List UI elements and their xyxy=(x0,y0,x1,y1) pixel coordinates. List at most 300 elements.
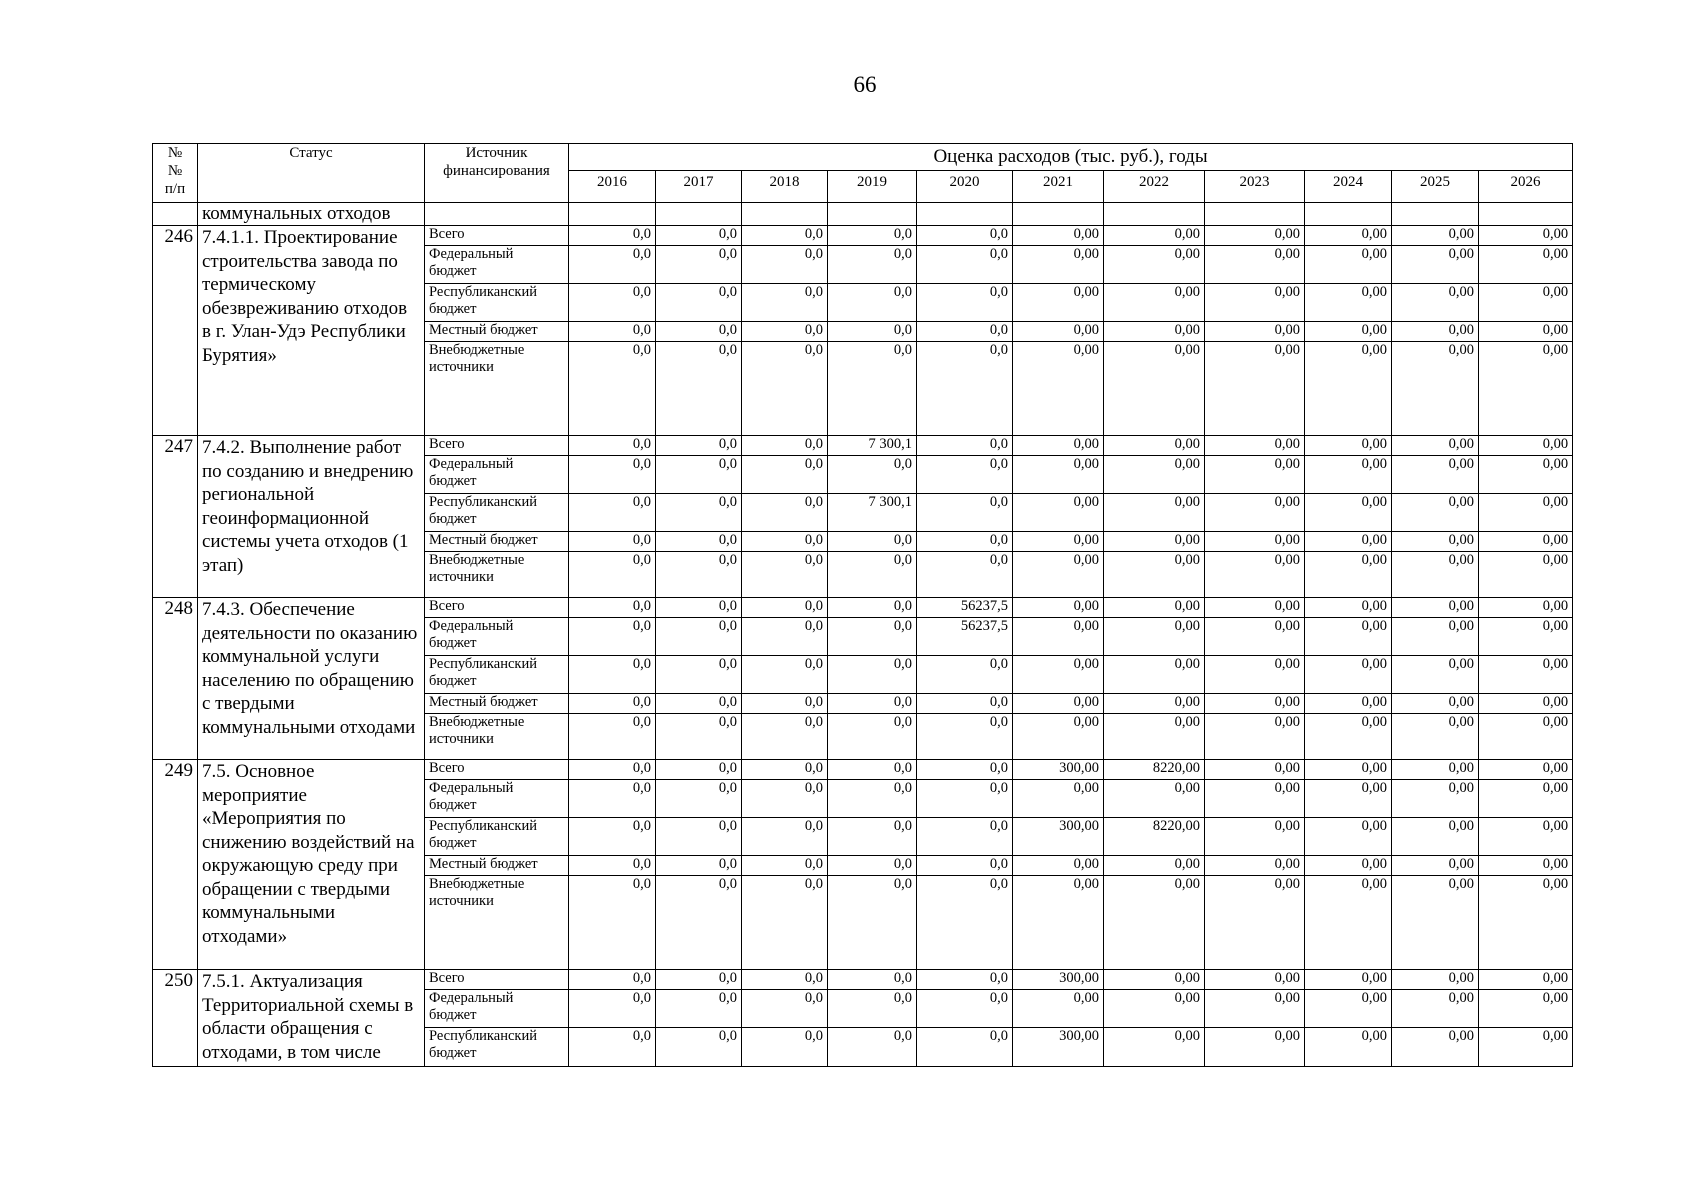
value-cell-2026: 0,00 xyxy=(1479,552,1573,598)
value-cell-2021: 0,00 xyxy=(1013,494,1104,532)
value-cell-2016: 0,0 xyxy=(569,694,656,714)
value-cell-2020: 0,0 xyxy=(917,342,1013,436)
continuation-num xyxy=(153,203,198,226)
value-cell-2023: 0,00 xyxy=(1205,598,1305,618)
value-cell-2023: 0,00 xyxy=(1205,856,1305,876)
value-cell-2018: 0,0 xyxy=(742,760,828,780)
value-cell-2023: 0,00 xyxy=(1205,226,1305,246)
value-cell-2021: 0,00 xyxy=(1013,552,1104,598)
value-cell-2022: 0,00 xyxy=(1104,970,1205,990)
value-cell-2026: 0,00 xyxy=(1479,246,1573,284)
value-cell-2021: 0,00 xyxy=(1013,780,1104,818)
row-number: 246 xyxy=(153,226,198,436)
funding-source: Всего xyxy=(425,760,569,780)
value-cell-2016: 0,0 xyxy=(569,876,656,970)
funding-source: Внебюджетные источники xyxy=(425,552,569,598)
value-cell-2017: 0,0 xyxy=(656,532,742,552)
value-cell-2018: 0,0 xyxy=(742,456,828,494)
funding-source: Федеральный бюджет xyxy=(425,618,569,656)
value-cell-2018: 0,0 xyxy=(742,990,828,1028)
value-cell-2016: 0,0 xyxy=(569,494,656,532)
value-cell-2024: 0,00 xyxy=(1305,876,1392,970)
value-cell-2019: 0,0 xyxy=(828,284,917,322)
value-cell-2020: 0,0 xyxy=(917,714,1013,760)
value-cell-2016: 0,0 xyxy=(569,1028,656,1067)
value-cell-2020: 0,0 xyxy=(917,760,1013,780)
value-cell-2026: 0,00 xyxy=(1479,532,1573,552)
value-cell-2021: 300,00 xyxy=(1013,760,1104,780)
value-cell-2022: 8220,00 xyxy=(1104,818,1205,856)
value-cell-2021: 0,00 xyxy=(1013,284,1104,322)
value-cell-2016: 0,0 xyxy=(569,532,656,552)
value-cell-2022: 0,00 xyxy=(1104,876,1205,970)
value-cell-2019: 0,0 xyxy=(828,342,917,436)
value-cell-2018: 0,0 xyxy=(742,322,828,342)
funding-source: Всего xyxy=(425,598,569,618)
value-cell-2024: 0,00 xyxy=(1305,532,1392,552)
funding-source: Местный бюджет xyxy=(425,322,569,342)
value-cell-2025: 0,00 xyxy=(1392,760,1479,780)
value-cell-2018: 0,0 xyxy=(742,714,828,760)
value-cell-2023: 0,00 xyxy=(1205,818,1305,856)
col-header-status xyxy=(198,144,425,203)
value-cell-2025: 0,00 xyxy=(1392,552,1479,598)
funding-source: Местный бюджет xyxy=(425,856,569,876)
num-label: № № п/п xyxy=(164,145,186,197)
row-number: 248 xyxy=(153,598,198,760)
value-cell-2024: 0,00 xyxy=(1305,494,1392,532)
value-cell-2025: 0,00 xyxy=(1392,532,1479,552)
value-cell-2025: 0,00 xyxy=(1392,990,1479,1028)
value-cell-2022: 0,00 xyxy=(1104,532,1205,552)
value-cell-2016: 0,0 xyxy=(569,436,656,456)
value-cell-2018: 0,0 xyxy=(742,694,828,714)
empty-cell xyxy=(1013,203,1104,226)
value-cell-2021: 0,00 xyxy=(1013,342,1104,436)
value-cell-2019: 0,0 xyxy=(828,856,917,876)
value-cell-2023: 0,00 xyxy=(1205,694,1305,714)
value-cell-2020: 0,0 xyxy=(917,856,1013,876)
value-cell-2018: 0,0 xyxy=(742,856,828,876)
value-cell-2021: 0,00 xyxy=(1013,856,1104,876)
value-cell-2016: 0,0 xyxy=(569,552,656,598)
empty-cell xyxy=(1392,203,1479,226)
funding-source: Федеральный бюджет xyxy=(425,990,569,1028)
value-cell-2026: 0,00 xyxy=(1479,656,1573,694)
row-number: 250 xyxy=(153,970,198,1067)
value-cell-2021: 0,00 xyxy=(1013,694,1104,714)
value-cell-2025: 0,00 xyxy=(1392,322,1479,342)
continuation-status: коммунальных отходов xyxy=(198,203,425,226)
funding-source: Федеральный бюджет xyxy=(425,246,569,284)
value-cell-2025: 0,00 xyxy=(1392,342,1479,436)
value-cell-2020: 0,0 xyxy=(917,876,1013,970)
value-cell-2025: 0,00 xyxy=(1392,856,1479,876)
empty-cell xyxy=(1479,203,1573,226)
value-cell-2018: 0,0 xyxy=(742,246,828,284)
value-cell-2021: 0,00 xyxy=(1013,714,1104,760)
value-cell-2016: 0,0 xyxy=(569,970,656,990)
value-cell-2017: 0,0 xyxy=(656,322,742,342)
value-cell-2024: 0,00 xyxy=(1305,456,1392,494)
value-cell-2023: 0,00 xyxy=(1205,876,1305,970)
value-cell-2019: 0,0 xyxy=(828,552,917,598)
value-cell-2024: 0,00 xyxy=(1305,656,1392,694)
value-cell-2019: 0,0 xyxy=(828,226,917,246)
value-cell-2019: 0,0 xyxy=(828,970,917,990)
funding-source: Республиканский бюджет xyxy=(425,656,569,694)
value-cell-2023: 0,00 xyxy=(1205,780,1305,818)
value-cell-2017: 0,0 xyxy=(656,618,742,656)
value-cell-2020: 0,0 xyxy=(917,436,1013,456)
value-cell-2016: 0,0 xyxy=(569,284,656,322)
value-cell-2017: 0,0 xyxy=(656,598,742,618)
value-cell-2022: 0,00 xyxy=(1104,456,1205,494)
value-cell-2018: 0,0 xyxy=(742,780,828,818)
value-cell-2018: 0,0 xyxy=(742,284,828,322)
value-cell-2023: 0,00 xyxy=(1205,494,1305,532)
funding-source: Местный бюджет xyxy=(425,694,569,714)
value-cell-2017: 0,0 xyxy=(656,436,742,456)
value-cell-2017: 0,0 xyxy=(656,342,742,436)
value-cell-2024: 0,00 xyxy=(1305,856,1392,876)
value-cell-2016: 0,0 xyxy=(569,618,656,656)
table-row xyxy=(153,598,1573,618)
value-cell-2016: 0,0 xyxy=(569,598,656,618)
value-cell-2024: 0,00 xyxy=(1305,970,1392,990)
value-cell-2022: 0,00 xyxy=(1104,618,1205,656)
value-cell-2021: 300,00 xyxy=(1013,970,1104,990)
funding-source: Внебюджетные источники xyxy=(425,876,569,970)
col-header-num xyxy=(153,144,198,203)
value-cell-2017: 0,0 xyxy=(656,714,742,760)
value-cell-2018: 0,0 xyxy=(742,342,828,436)
value-cell-2024: 0,00 xyxy=(1305,246,1392,284)
value-cell-2022: 0,00 xyxy=(1104,694,1205,714)
funding-source: Республиканский бюджет xyxy=(425,1028,569,1067)
value-cell-2019: 0,0 xyxy=(828,322,917,342)
value-cell-2025: 0,00 xyxy=(1392,494,1479,532)
value-cell-2017: 0,0 xyxy=(656,1028,742,1067)
value-cell-2026: 0,00 xyxy=(1479,970,1573,990)
value-cell-2024: 0,00 xyxy=(1305,694,1392,714)
year-header: 2016 xyxy=(569,171,656,203)
value-cell-2020: 0,0 xyxy=(917,1028,1013,1067)
value-cell-2025: 0,00 xyxy=(1392,436,1479,456)
value-cell-2022: 0,00 xyxy=(1104,990,1205,1028)
source-label: Источник финансирования xyxy=(443,145,550,179)
value-cell-2017: 0,0 xyxy=(656,760,742,780)
col-header-estimate xyxy=(569,144,1573,171)
value-cell-2016: 0,0 xyxy=(569,342,656,436)
value-cell-2018: 0,0 xyxy=(742,1028,828,1067)
value-cell-2019: 0,0 xyxy=(828,532,917,552)
value-cell-2026: 0,00 xyxy=(1479,990,1573,1028)
value-cell-2022: 0,00 xyxy=(1104,494,1205,532)
value-cell-2026: 0,00 xyxy=(1479,780,1573,818)
value-cell-2020: 0,0 xyxy=(917,552,1013,598)
value-cell-2019: 7 300,1 xyxy=(828,494,917,532)
empty-cell xyxy=(1104,203,1205,226)
value-cell-2023: 0,00 xyxy=(1205,970,1305,990)
value-cell-2023: 0,00 xyxy=(1205,990,1305,1028)
value-cell-2018: 0,0 xyxy=(742,618,828,656)
value-cell-2023: 0,00 xyxy=(1205,342,1305,436)
budget-table xyxy=(152,143,1573,1067)
value-cell-2025: 0,00 xyxy=(1392,284,1479,322)
value-cell-2018: 0,0 xyxy=(742,226,828,246)
empty-cell xyxy=(1205,203,1305,226)
empty-cell xyxy=(569,203,656,226)
value-cell-2022: 0,00 xyxy=(1104,246,1205,284)
value-cell-2020: 0,0 xyxy=(917,970,1013,990)
value-cell-2019: 0,0 xyxy=(828,714,917,760)
value-cell-2022: 0,00 xyxy=(1104,436,1205,456)
year-header: 2018 xyxy=(742,171,828,203)
value-cell-2020: 56237,5 xyxy=(917,598,1013,618)
row-status: 7.5.1. Актуализация Территориальной схемы в области обращения с отходами, в том числе xyxy=(198,970,425,1067)
value-cell-2018: 0,0 xyxy=(742,552,828,598)
value-cell-2017: 0,0 xyxy=(656,694,742,714)
value-cell-2022: 0,00 xyxy=(1104,342,1205,436)
value-cell-2024: 0,00 xyxy=(1305,760,1392,780)
table-row xyxy=(153,760,1573,780)
value-cell-2026: 0,00 xyxy=(1479,436,1573,456)
value-cell-2025: 0,00 xyxy=(1392,226,1479,246)
value-cell-2026: 0,00 xyxy=(1479,694,1573,714)
value-cell-2016: 0,0 xyxy=(569,456,656,494)
value-cell-2021: 0,00 xyxy=(1013,246,1104,284)
value-cell-2022: 0,00 xyxy=(1104,656,1205,694)
value-cell-2021: 300,00 xyxy=(1013,1028,1104,1067)
value-cell-2019: 0,0 xyxy=(828,780,917,818)
value-cell-2017: 0,0 xyxy=(656,856,742,876)
value-cell-2024: 0,00 xyxy=(1305,226,1392,246)
empty-cell xyxy=(828,203,917,226)
value-cell-2016: 0,0 xyxy=(569,226,656,246)
value-cell-2022: 0,00 xyxy=(1104,856,1205,876)
value-cell-2024: 0,00 xyxy=(1305,284,1392,322)
value-cell-2021: 0,00 xyxy=(1013,876,1104,970)
row-status: 7.5. Основное мероприятие «Мероприятия по снижению воздействий на окружающую среду при обращении с твердыми коммунальными отходами» xyxy=(198,760,425,970)
funding-source: Республиканский бюджет xyxy=(425,284,569,322)
value-cell-2018: 0,0 xyxy=(742,598,828,618)
value-cell-2020: 0,0 xyxy=(917,226,1013,246)
value-cell-2024: 0,00 xyxy=(1305,436,1392,456)
value-cell-2017: 0,0 xyxy=(656,494,742,532)
value-cell-2024: 0,00 xyxy=(1305,598,1392,618)
value-cell-2019: 0,0 xyxy=(828,818,917,856)
row-status: 7.4.1.1. Проектирование строительства завода по термическому обезвреживанию отходов в г. Улан-Удэ Республики Бурятия» xyxy=(198,226,425,436)
empty-cell xyxy=(917,203,1013,226)
value-cell-2025: 0,00 xyxy=(1392,456,1479,494)
value-cell-2023: 0,00 xyxy=(1205,714,1305,760)
value-cell-2023: 0,00 xyxy=(1205,760,1305,780)
table-body xyxy=(153,203,1573,1067)
row-number: 247 xyxy=(153,436,198,598)
value-cell-2019: 0,0 xyxy=(828,246,917,284)
value-cell-2025: 0,00 xyxy=(1392,598,1479,618)
funding-source: Местный бюджет xyxy=(425,532,569,552)
value-cell-2016: 0,0 xyxy=(569,714,656,760)
value-cell-2017: 0,0 xyxy=(656,876,742,970)
value-cell-2022: 0,00 xyxy=(1104,780,1205,818)
year-header: 2017 xyxy=(656,171,742,203)
value-cell-2021: 0,00 xyxy=(1013,598,1104,618)
value-cell-2021: 0,00 xyxy=(1013,656,1104,694)
value-cell-2020: 0,0 xyxy=(917,990,1013,1028)
funding-source: Всего xyxy=(425,226,569,246)
value-cell-2020: 0,0 xyxy=(917,284,1013,322)
funding-source: Федеральный бюджет xyxy=(425,456,569,494)
value-cell-2019: 0,0 xyxy=(828,456,917,494)
continuation-row xyxy=(153,203,1573,226)
value-cell-2025: 0,00 xyxy=(1392,618,1479,656)
value-cell-2026: 0,00 xyxy=(1479,714,1573,760)
funding-source: Внебюджетные источники xyxy=(425,342,569,436)
value-cell-2017: 0,0 xyxy=(656,990,742,1028)
value-cell-2019: 0,0 xyxy=(828,990,917,1028)
row-status: 7.4.3. Обеспечение деятельности по оказанию коммунальной услуги населению по обращению с твердыми коммунальными отходами xyxy=(198,598,425,760)
value-cell-2021: 300,00 xyxy=(1013,818,1104,856)
value-cell-2021: 0,00 xyxy=(1013,322,1104,342)
value-cell-2023: 0,00 xyxy=(1205,618,1305,656)
year-header: 2026 xyxy=(1479,171,1573,203)
value-cell-2022: 0,00 xyxy=(1104,284,1205,322)
value-cell-2025: 0,00 xyxy=(1392,694,1479,714)
status-label: Статус xyxy=(289,145,333,161)
value-cell-2020: 0,0 xyxy=(917,322,1013,342)
value-cell-2016: 0,0 xyxy=(569,856,656,876)
value-cell-2026: 0,00 xyxy=(1479,876,1573,970)
value-cell-2019: 0,0 xyxy=(828,656,917,694)
value-cell-2016: 0,0 xyxy=(569,246,656,284)
table-row xyxy=(153,970,1573,990)
value-cell-2017: 0,0 xyxy=(656,818,742,856)
value-cell-2018: 0,0 xyxy=(742,656,828,694)
value-cell-2026: 0,00 xyxy=(1479,322,1573,342)
value-cell-2019: 0,0 xyxy=(828,598,917,618)
value-cell-2021: 0,00 xyxy=(1013,532,1104,552)
value-cell-2023: 0,00 xyxy=(1205,1028,1305,1067)
value-cell-2018: 0,0 xyxy=(742,494,828,532)
estimate-label: Оценка расходов (тыс. руб.), годы xyxy=(933,146,1208,167)
value-cell-2024: 0,00 xyxy=(1305,780,1392,818)
value-cell-2017: 0,0 xyxy=(656,456,742,494)
value-cell-2022: 0,00 xyxy=(1104,226,1205,246)
value-cell-2017: 0,0 xyxy=(656,226,742,246)
funding-source: Федеральный бюджет xyxy=(425,780,569,818)
value-cell-2025: 0,00 xyxy=(1392,1028,1479,1067)
value-cell-2025: 0,00 xyxy=(1392,780,1479,818)
value-cell-2020: 0,0 xyxy=(917,780,1013,818)
funding-source: Всего xyxy=(425,436,569,456)
value-cell-2026: 0,00 xyxy=(1479,284,1573,322)
funding-source: Республиканский бюджет xyxy=(425,818,569,856)
value-cell-2022: 0,00 xyxy=(1104,714,1205,760)
value-cell-2025: 0,00 xyxy=(1392,970,1479,990)
value-cell-2018: 0,0 xyxy=(742,436,828,456)
value-cell-2024: 0,00 xyxy=(1305,714,1392,760)
value-cell-2023: 0,00 xyxy=(1205,456,1305,494)
value-cell-2021: 0,00 xyxy=(1013,990,1104,1028)
value-cell-2017: 0,0 xyxy=(656,970,742,990)
value-cell-2020: 0,0 xyxy=(917,818,1013,856)
value-cell-2018: 0,0 xyxy=(742,532,828,552)
value-cell-2019: 0,0 xyxy=(828,618,917,656)
value-cell-2017: 0,0 xyxy=(656,656,742,694)
value-cell-2025: 0,00 xyxy=(1392,818,1479,856)
value-cell-2024: 0,00 xyxy=(1305,1028,1392,1067)
value-cell-2016: 0,0 xyxy=(569,656,656,694)
empty-cell xyxy=(742,203,828,226)
value-cell-2023: 0,00 xyxy=(1205,552,1305,598)
value-cell-2023: 0,00 xyxy=(1205,322,1305,342)
value-cell-2019: 0,0 xyxy=(828,694,917,714)
continuation-source xyxy=(425,203,569,226)
value-cell-2023: 0,00 xyxy=(1205,246,1305,284)
value-cell-2016: 0,0 xyxy=(569,780,656,818)
value-cell-2024: 0,00 xyxy=(1305,990,1392,1028)
row-number: 249 xyxy=(153,760,198,970)
value-cell-2024: 0,00 xyxy=(1305,552,1392,598)
value-cell-2020: 0,0 xyxy=(917,656,1013,694)
value-cell-2019: 0,0 xyxy=(828,1028,917,1067)
value-cell-2026: 0,00 xyxy=(1479,618,1573,656)
value-cell-2020: 0,0 xyxy=(917,532,1013,552)
value-cell-2023: 0,00 xyxy=(1205,284,1305,322)
value-cell-2017: 0,0 xyxy=(656,780,742,818)
row-status: 7.4.2. Выполнение работ по созданию и внедрению региональной геоинформационной системы учета отходов (1 этап) xyxy=(198,436,425,598)
value-cell-2016: 0,0 xyxy=(569,990,656,1028)
value-cell-2026: 0,00 xyxy=(1479,856,1573,876)
value-cell-2024: 0,00 xyxy=(1305,342,1392,436)
value-cell-2023: 0,00 xyxy=(1205,532,1305,552)
value-cell-2024: 0,00 xyxy=(1305,322,1392,342)
empty-cell xyxy=(656,203,742,226)
value-cell-2021: 0,00 xyxy=(1013,456,1104,494)
value-cell-2017: 0,0 xyxy=(656,552,742,598)
value-cell-2021: 0,00 xyxy=(1013,436,1104,456)
value-cell-2024: 0,00 xyxy=(1305,818,1392,856)
value-cell-2022: 0,00 xyxy=(1104,598,1205,618)
empty-cell xyxy=(1305,203,1392,226)
header-row xyxy=(153,144,1573,171)
funding-source: Республиканский бюджет xyxy=(425,494,569,532)
value-cell-2025: 0,00 xyxy=(1392,656,1479,694)
col-header-source xyxy=(425,144,569,203)
year-header: 2019 xyxy=(828,171,917,203)
value-cell-2023: 0,00 xyxy=(1205,436,1305,456)
year-header: 2024 xyxy=(1305,171,1392,203)
value-cell-2025: 0,00 xyxy=(1392,876,1479,970)
value-cell-2026: 0,00 xyxy=(1479,342,1573,436)
value-cell-2016: 0,0 xyxy=(569,322,656,342)
year-header: 2023 xyxy=(1205,171,1305,203)
value-cell-2022: 8220,00 xyxy=(1104,760,1205,780)
value-cell-2024: 0,00 xyxy=(1305,618,1392,656)
value-cell-2020: 0,0 xyxy=(917,694,1013,714)
funding-source: Внебюджетные источники xyxy=(425,714,569,760)
value-cell-2026: 0,00 xyxy=(1479,598,1573,618)
value-cell-2020: 0,0 xyxy=(917,494,1013,532)
value-cell-2026: 0,00 xyxy=(1479,494,1573,532)
page-number: 66 xyxy=(853,72,877,97)
value-cell-2020: 56237,5 xyxy=(917,618,1013,656)
value-cell-2022: 0,00 xyxy=(1104,552,1205,598)
value-cell-2018: 0,0 xyxy=(742,818,828,856)
year-header: 2022 xyxy=(1104,171,1205,203)
